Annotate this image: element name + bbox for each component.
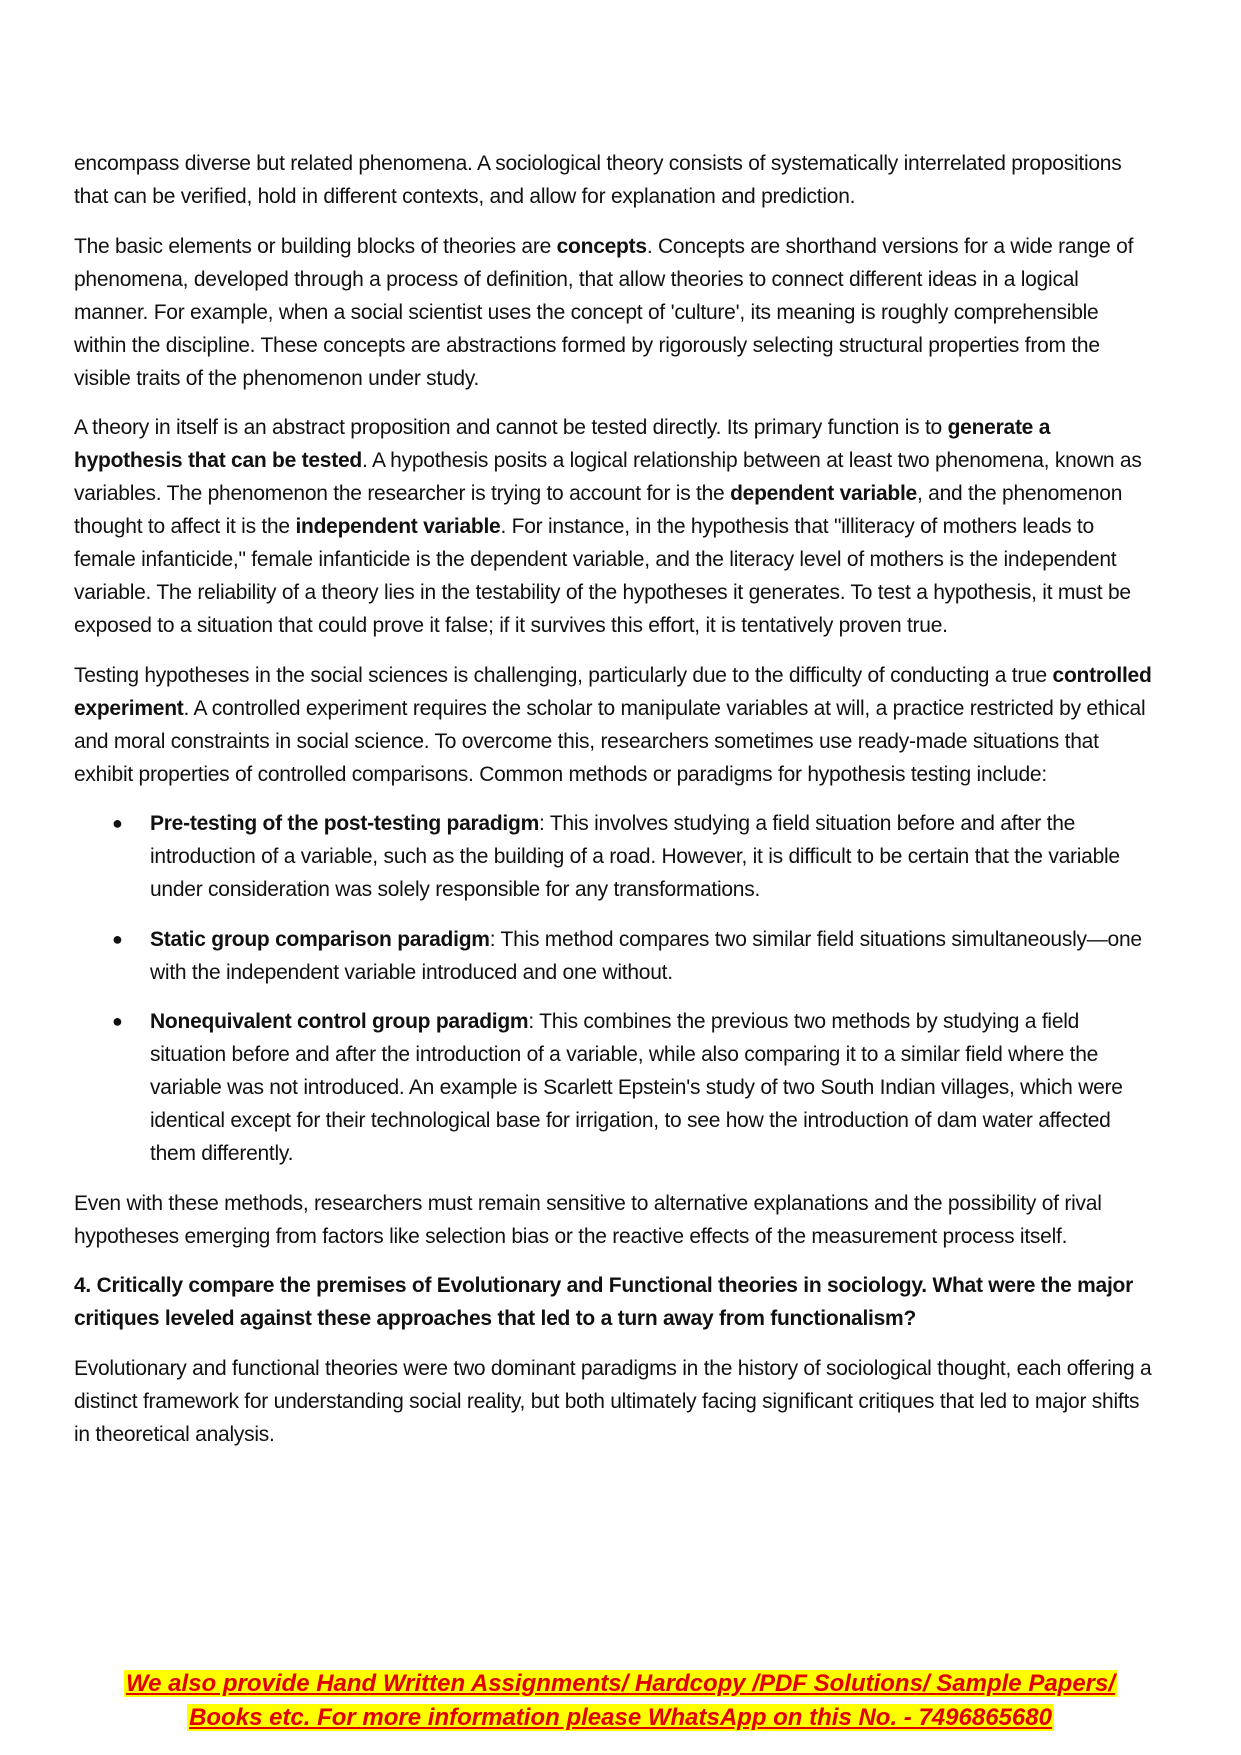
bold-term: concepts (556, 234, 647, 258)
paradigm-list (74, 807, 1154, 1170)
text: A theory in itself is an abstract proposition and cannot be tested directly. Its primary function is to (74, 416, 948, 439)
bold-term: controlled experiment (74, 663, 1152, 720)
bullet-icon: ● (112, 813, 123, 833)
text: : This method compares two similar field situations simultaneously—one with the independent variable introduced and one without. (150, 927, 1142, 984)
bold-term: Pre-testing of the post-testing paradigm (150, 812, 540, 835)
text: . Concepts are shorthand versions for a wide range of phenomena, developed through a process of definition, that allow theories to connect different ideas in a logical manner. For example, when a social scientist uses the concept of 'culture', its meaning is roughly comprehensible within the discipline. These concepts are abstractions formed by rigorously selecting structural properties from the visible traits of the phenomenon under study. (74, 234, 1134, 390)
question-text: 4. Critically compare the premises of Evolutionary and Functional theories in sociology. What were the major critiques leveled against these approaches that led to a turn away from functionalism? (74, 1274, 1134, 1330)
paragraph-answer-intro: Evolutionary and functional theories were two dominant paradigms in the history of sociological thought, each offering a distinct framework for understanding social reality, but both ultimately facing significant critiques that led to major shifts in theoretical analysis. (74, 1356, 1152, 1446)
document-page (74, 147, 1154, 1467)
bullet-icon: ● (112, 928, 123, 949)
question-heading (74, 1269, 1154, 1335)
paragraph-testing (74, 659, 1154, 791)
bullet-icon: ● (112, 1011, 123, 1031)
text: : This combines the previous two methods by studying a field situation before and after the introduction of a variable, while also comparing it to a similar field where the variable was not introduced. An example is Scarlett Epstein's study of two South Indian villages, which were identical except for their technological base for irrigation, to see how the introduction of dam water affected them differently. (150, 1010, 1123, 1165)
bold-term: Nonequivalent control group paradigm (150, 1010, 529, 1033)
bold-term: Static group comparison paradigm (150, 927, 490, 951)
bold-term: dependent variable (730, 482, 917, 505)
text: . A controlled experiment requires the scholar to manipulate variables at will, a practice restricted by ethical and moral constraints in social science. To overcome this, researchers sometimes use ready-made situations that exhibit properties of controlled comparisons. Common methods or paradigms for hypothesis testing include: (74, 696, 1146, 786)
text: The basic elements or building blocks of theories are (74, 234, 557, 258)
text: , and the phenomenon thought to affect it is the (74, 482, 1123, 538)
list-item (74, 1005, 1154, 1170)
footer-line-2: Books etc. For more information please WhatsApp on this No. - 7496865680 (189, 1704, 1052, 1731)
text: . For instance, in the hypothesis that "illiteracy of mothers leads to female infanticide," female infanticide is the dependent variable, and the literacy level of mothers is the independent variable. The reliability of a theory lies in the testability of the hypotheses it generates. To test a hypothesis, it must be exposed to a situation that could prove it false; if it survives this effort, it is tentatively proven true. (74, 515, 1131, 637)
bold-term: independent variable (295, 515, 501, 538)
footer-advertisement (0, 1667, 1241, 1735)
text: . A hypothesis posits a logical relationship between at least two phenomena, known as variables. The phenomenon the researcher is trying to account for is the (74, 449, 1142, 505)
footer-line-1: We also provide Hand Written Assignments/ Hardcopy /PDF Solutions/ Sample Papers/ (125, 1670, 1116, 1697)
list-item (74, 807, 1154, 906)
text: Testing hypotheses in the social sciences is challenging, particularly due to the difficulty of conducting a true (74, 663, 1053, 687)
list-item (74, 923, 1154, 989)
text: : This involves studying a field situation before and after the introduction of a variable, such as the building of a road. However, it is difficult to be certain that the variable under consideration was solely responsible for any transformations. (150, 812, 1120, 901)
paragraph-theory-definition: encompass diverse but related phenomena. A sociological theory consists of systematically interrelated propositions that can be verified, hold in different contexts, and allow for explanation and prediction. (74, 152, 1122, 208)
paragraph-hypothesis (74, 411, 1154, 642)
paragraph-rival-hypotheses: Even with these methods, researchers must remain sensitive to alternative explanations and the possibility of rival hypotheses emerging from factors like selection bias or the reactive effects of the measurement process itself. (74, 1191, 1102, 1248)
paragraph-concepts (74, 230, 1154, 395)
bold-term: generate a hypothesis that can be tested (74, 416, 1051, 472)
